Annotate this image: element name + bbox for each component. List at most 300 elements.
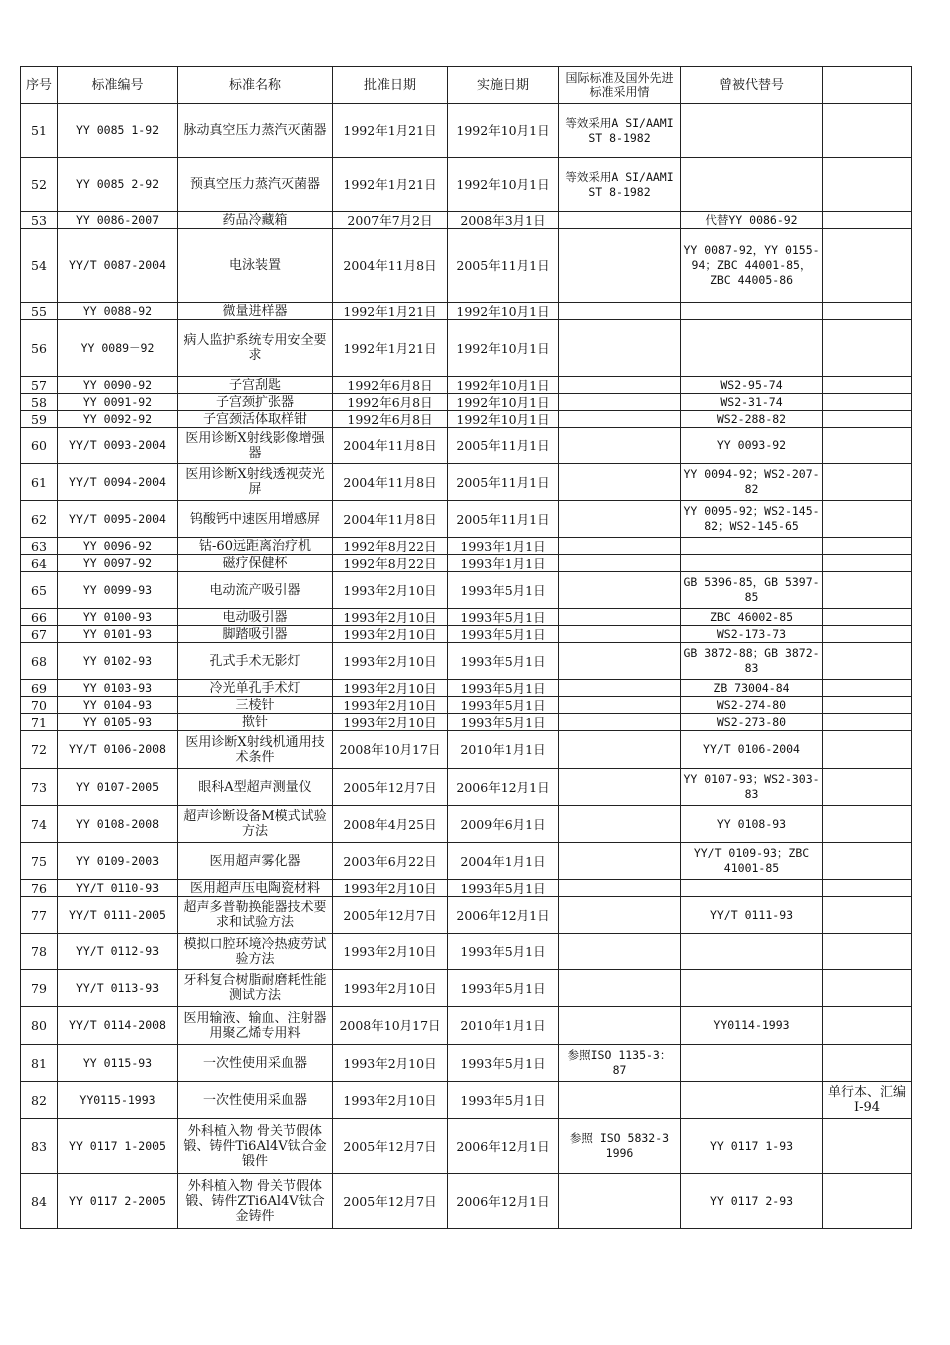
table-row [21, 320, 912, 377]
table-row [21, 1082, 912, 1119]
approve-date-cell: 1992年8月22日 [333, 538, 448, 555]
standard-code-cell: YY/T 0113-93 [58, 970, 178, 1007]
table-row [21, 377, 912, 394]
standard-name-cell: 揿针 [178, 714, 333, 731]
impl-date-cell: 2010年1月1日 [448, 1007, 559, 1045]
intl-standard-cell: 参照ISO 1135-3：87 [559, 1045, 681, 1082]
standard-name-cell: 钨酸钙中速医用增感屏 [178, 501, 333, 538]
note-cell [823, 643, 912, 680]
standard-name-cell: 模拟口腔环境冷热疲劳试验方法 [178, 934, 333, 970]
impl-date-cell: 1993年5月1日 [448, 697, 559, 714]
intl-standard-cell [559, 697, 681, 714]
note-cell [823, 303, 912, 320]
intl-standard-cell [559, 880, 681, 897]
table-row [21, 609, 912, 626]
row-number-cell: 76 [21, 880, 58, 897]
note-cell [823, 538, 912, 555]
intl-standard-cell [559, 769, 681, 806]
standard-name-cell: 医用诊断X射线机通用技术条件 [178, 731, 333, 769]
approve-date-cell: 2005年12月7日 [333, 1119, 448, 1174]
approve-date-cell: 2005年12月7日 [333, 769, 448, 806]
table-row [21, 897, 912, 934]
impl-date-cell: 2009年6月1日 [448, 806, 559, 843]
replaced-by-cell: ZBC 46002-85 [681, 609, 823, 626]
row-number-cell: 62 [21, 501, 58, 538]
approve-date-cell: 1993年2月10日 [333, 714, 448, 731]
standard-name-cell: 一次性使用采血器 [178, 1082, 333, 1119]
note-cell [823, 843, 912, 880]
standard-code-cell: YY 0103-93 [58, 680, 178, 697]
note-cell [823, 212, 912, 229]
standard-name-cell: 外科植入物 骨关节假体锻、铸件Ti6Al4V钛合金锻件 [178, 1119, 333, 1174]
table-row [21, 411, 912, 428]
table-row [21, 464, 912, 501]
approve-date-cell: 1993年2月10日 [333, 880, 448, 897]
replaced-by-cell [681, 880, 823, 897]
table-row [21, 1007, 912, 1045]
intl-standard-cell [559, 428, 681, 464]
intl-standard-cell [559, 212, 681, 229]
row-number-cell: 63 [21, 538, 58, 555]
row-number-cell: 78 [21, 934, 58, 970]
row-number-cell: 57 [21, 377, 58, 394]
table-row [21, 1119, 912, 1174]
standard-name-cell: 眼科A型超声测量仪 [178, 769, 333, 806]
standard-code-cell: YY 0117 1-2005 [58, 1119, 178, 1174]
note-cell [823, 626, 912, 643]
note-cell [823, 1174, 912, 1229]
intl-standard-cell [559, 714, 681, 731]
replaced-by-cell [681, 104, 823, 158]
table-row [21, 501, 912, 538]
approve-date-cell: 1993年2月10日 [333, 626, 448, 643]
replaced-by-cell: YY0114-1993 [681, 1007, 823, 1045]
replaced-by-cell [681, 1082, 823, 1119]
impl-date-cell: 2006年12月1日 [448, 1119, 559, 1174]
intl-standard-cell [559, 1007, 681, 1045]
impl-date-cell: 2005年11月1日 [448, 464, 559, 501]
table-row [21, 303, 912, 320]
intl-standard-cell [559, 934, 681, 970]
note-cell [823, 680, 912, 697]
replaced-by-cell: GB 5396-85，GB 5397-85 [681, 572, 823, 609]
standard-name-cell: 一次性使用采血器 [178, 1045, 333, 1082]
approve-date-cell: 1992年6月8日 [333, 394, 448, 411]
replaced-by-cell: YY 0087-92，YY 0155-94；ZBC 44001-85，ZBC 44005-86 [681, 229, 823, 303]
impl-date-cell: 2005年11月1日 [448, 501, 559, 538]
row-number-cell: 75 [21, 843, 58, 880]
replaced-by-cell: YY/T 0109-93；ZBC 41001-85 [681, 843, 823, 880]
header-impl-date: 实施日期 [448, 67, 559, 104]
row-number-cell: 52 [21, 158, 58, 212]
row-number-cell: 84 [21, 1174, 58, 1229]
note-cell [823, 464, 912, 501]
intl-standard-cell [559, 626, 681, 643]
impl-date-cell: 1992年10月1日 [448, 320, 559, 377]
intl-standard-cell [559, 843, 681, 880]
table-row [21, 1045, 912, 1082]
replaced-by-cell [681, 555, 823, 572]
standard-name-cell: 超声多普勒换能器技术要求和试验方法 [178, 897, 333, 934]
replaced-by-cell: YY 0095-92；WS2-145-82；WS2-145-65 [681, 501, 823, 538]
header-replaced: 曾被代替号 [681, 67, 823, 104]
replaced-by-cell: YY 0093-92 [681, 428, 823, 464]
standard-code-cell: YY 0090-92 [58, 377, 178, 394]
table-row [21, 158, 912, 212]
intl-standard-cell [559, 806, 681, 843]
approve-date-cell: 1993年2月10日 [333, 609, 448, 626]
approve-date-cell: 2003年6月22日 [333, 843, 448, 880]
row-number-cell: 55 [21, 303, 58, 320]
intl-standard-cell [559, 1174, 681, 1229]
note-cell: 单行本、汇编I-94 [823, 1082, 912, 1119]
replaced-by-cell: YY 0108-93 [681, 806, 823, 843]
replaced-by-cell: YY/T 0111-93 [681, 897, 823, 934]
standard-name-cell: 孔式手术无影灯 [178, 643, 333, 680]
standard-code-cell: YY/T 0114-2008 [58, 1007, 178, 1045]
replaced-by-cell: YY 0107-93；WS2-303-83 [681, 769, 823, 806]
note-cell [823, 320, 912, 377]
impl-date-cell: 1993年5月1日 [448, 1045, 559, 1082]
impl-date-cell: 1993年5月1日 [448, 609, 559, 626]
replaced-by-cell [681, 158, 823, 212]
header-name: 标准名称 [178, 67, 333, 104]
standard-name-cell: 预真空压力蒸汽灭菌器 [178, 158, 333, 212]
standard-name-cell: 脚踏吸引器 [178, 626, 333, 643]
row-number-cell: 51 [21, 104, 58, 158]
intl-standard-cell [559, 320, 681, 377]
row-number-cell: 66 [21, 609, 58, 626]
standard-code-cell: YY/T 0095-2004 [58, 501, 178, 538]
standard-code-cell: YY 0088-92 [58, 303, 178, 320]
row-number-cell: 72 [21, 731, 58, 769]
standard-name-cell: 电动吸引器 [178, 609, 333, 626]
impl-date-cell: 1992年10月1日 [448, 377, 559, 394]
note-cell [823, 609, 912, 626]
impl-date-cell: 1993年5月1日 [448, 880, 559, 897]
header-approve-date: 批准日期 [333, 67, 448, 104]
row-number-cell: 81 [21, 1045, 58, 1082]
row-number-cell: 67 [21, 626, 58, 643]
intl-standard-cell [559, 1082, 681, 1119]
approve-date-cell: 1992年1月21日 [333, 320, 448, 377]
replaced-by-cell [681, 934, 823, 970]
header-code: 标准编号 [58, 67, 178, 104]
note-cell [823, 104, 912, 158]
row-number-cell: 64 [21, 555, 58, 572]
intl-standard-cell [559, 555, 681, 572]
table-row [21, 731, 912, 769]
header-note [823, 67, 912, 104]
impl-date-cell: 1992年10月1日 [448, 303, 559, 320]
row-number-cell: 73 [21, 769, 58, 806]
note-cell [823, 411, 912, 428]
replaced-by-cell [681, 303, 823, 320]
approve-date-cell: 2005年12月7日 [333, 897, 448, 934]
intl-standard-cell [559, 411, 681, 428]
replaced-by-cell: WS2-31-74 [681, 394, 823, 411]
impl-date-cell: 2006年12月1日 [448, 769, 559, 806]
approve-date-cell: 1992年6月8日 [333, 411, 448, 428]
impl-date-cell: 1993年5月1日 [448, 714, 559, 731]
header-row [21, 67, 912, 104]
row-number-cell: 53 [21, 212, 58, 229]
replaced-by-cell [681, 970, 823, 1007]
standard-name-cell: 微量进样器 [178, 303, 333, 320]
approve-date-cell: 1992年1月21日 [333, 104, 448, 158]
approve-date-cell: 1993年2月10日 [333, 643, 448, 680]
intl-standard-cell [559, 572, 681, 609]
table-row [21, 428, 912, 464]
table-row [21, 555, 912, 572]
table-row [21, 212, 912, 229]
impl-date-cell: 1993年5月1日 [448, 970, 559, 1007]
intl-standard-cell [559, 464, 681, 501]
impl-date-cell: 2005年11月1日 [448, 428, 559, 464]
replaced-by-cell: ZB 73004-84 [681, 680, 823, 697]
intl-standard-cell [559, 538, 681, 555]
row-number-cell: 65 [21, 572, 58, 609]
standard-code-cell: YY/T 0110-93 [58, 880, 178, 897]
standard-name-cell: 子宫刮匙 [178, 377, 333, 394]
row-number-cell: 82 [21, 1082, 58, 1119]
standard-name-cell: 电泳装置 [178, 229, 333, 303]
standard-name-cell: 医用超声雾化器 [178, 843, 333, 880]
standard-code-cell: YY 0096-92 [58, 538, 178, 555]
table-row [21, 394, 912, 411]
standard-code-cell: YY 0097-92 [58, 555, 178, 572]
table-row [21, 697, 912, 714]
approve-date-cell: 1993年2月10日 [333, 970, 448, 1007]
intl-standard-cell [559, 897, 681, 934]
note-cell [823, 1119, 912, 1174]
intl-standard-cell: 等效采用A SI/AAMI ST 8-1982 [559, 158, 681, 212]
table-row [21, 538, 912, 555]
approve-date-cell: 1993年2月10日 [333, 697, 448, 714]
standard-code-cell: YY/T 0111-2005 [58, 897, 178, 934]
approve-date-cell: 1993年2月10日 [333, 934, 448, 970]
impl-date-cell: 1993年5月1日 [448, 626, 559, 643]
impl-date-cell: 2008年3月1日 [448, 212, 559, 229]
standard-name-cell: 磁疗保健杯 [178, 555, 333, 572]
replaced-by-cell: YY/T 0106-2004 [681, 731, 823, 769]
approve-date-cell: 2008年10月17日 [333, 1007, 448, 1045]
standard-code-cell: YY 0091-92 [58, 394, 178, 411]
approve-date-cell: 2004年11月8日 [333, 501, 448, 538]
standard-code-cell: YY 0101-93 [58, 626, 178, 643]
approve-date-cell: 1993年2月10日 [333, 1045, 448, 1082]
table-row [21, 714, 912, 731]
standard-code-cell: YY/T 0112-93 [58, 934, 178, 970]
standard-code-cell: YY 0109-2003 [58, 843, 178, 880]
impl-date-cell: 1993年5月1日 [448, 1082, 559, 1119]
standard-code-cell: YY 0117 2-2005 [58, 1174, 178, 1229]
table-row [21, 104, 912, 158]
table-row [21, 934, 912, 970]
replaced-by-cell: WS2-288-82 [681, 411, 823, 428]
standard-code-cell: YY 0092-92 [58, 411, 178, 428]
impl-date-cell: 1993年1月1日 [448, 555, 559, 572]
replaced-by-cell: YY 0117 1-93 [681, 1119, 823, 1174]
approve-date-cell: 2004年11月8日 [333, 229, 448, 303]
standard-code-cell: YY 0085 1-92 [58, 104, 178, 158]
impl-date-cell: 1992年10月1日 [448, 411, 559, 428]
standard-code-cell: YY/T 0093-2004 [58, 428, 178, 464]
note-cell [823, 970, 912, 1007]
note-cell [823, 897, 912, 934]
table-row [21, 970, 912, 1007]
impl-date-cell: 2005年11月1日 [448, 229, 559, 303]
note-cell [823, 806, 912, 843]
header-no: 序号 [21, 67, 58, 104]
impl-date-cell: 1993年5月1日 [448, 572, 559, 609]
row-number-cell: 59 [21, 411, 58, 428]
intl-standard-cell [559, 731, 681, 769]
impl-date-cell: 2006年12月1日 [448, 897, 559, 934]
row-number-cell: 58 [21, 394, 58, 411]
impl-date-cell: 2006年12月1日 [448, 1174, 559, 1229]
intl-standard-cell [559, 970, 681, 1007]
row-number-cell: 61 [21, 464, 58, 501]
intl-standard-cell: 参照 ISO 5832-3 1996 [559, 1119, 681, 1174]
table-row [21, 806, 912, 843]
table-row [21, 680, 912, 697]
replaced-by-cell [681, 1045, 823, 1082]
standard-code-cell: YY0115-1993 [58, 1082, 178, 1119]
note-cell [823, 555, 912, 572]
row-number-cell: 70 [21, 697, 58, 714]
standard-name-cell: 牙科复合树脂耐磨耗性能测试方法 [178, 970, 333, 1007]
replaced-by-cell: WS2-95-74 [681, 377, 823, 394]
impl-date-cell: 1993年5月1日 [448, 680, 559, 697]
standard-name-cell: 外科植入物 骨关节假体锻、铸件ZTi6Al4V钛合金铸件 [178, 1174, 333, 1229]
table-row [21, 643, 912, 680]
standard-name-cell: 子宫颈活体取样钳 [178, 411, 333, 428]
replaced-by-cell [681, 320, 823, 377]
replaced-by-cell: YY 0094-92；WS2-207-82 [681, 464, 823, 501]
row-number-cell: 80 [21, 1007, 58, 1045]
standard-code-cell: YY 0102-93 [58, 643, 178, 680]
impl-date-cell: 1993年1月1日 [448, 538, 559, 555]
intl-standard-cell [559, 643, 681, 680]
table-row [21, 769, 912, 806]
row-number-cell: 68 [21, 643, 58, 680]
replaced-by-cell: GB 3872-88；GB 3872-83 [681, 643, 823, 680]
impl-date-cell: 1992年10月1日 [448, 104, 559, 158]
row-number-cell: 56 [21, 320, 58, 377]
standard-code-cell: YY 0104-93 [58, 697, 178, 714]
intl-standard-cell [559, 377, 681, 394]
standard-name-cell: 医用输液、输血、注射器用聚乙烯专用料 [178, 1007, 333, 1045]
approve-date-cell: 1992年1月21日 [333, 158, 448, 212]
note-cell [823, 1045, 912, 1082]
intl-standard-cell [559, 303, 681, 320]
row-number-cell: 77 [21, 897, 58, 934]
standard-name-cell: 子宫颈扩张器 [178, 394, 333, 411]
note-cell [823, 394, 912, 411]
replaced-by-cell: WS2-274-80 [681, 697, 823, 714]
note-cell [823, 1007, 912, 1045]
impl-date-cell: 2010年1月1日 [448, 731, 559, 769]
standard-name-cell: 超声诊断设备M模式试验方法 [178, 806, 333, 843]
intl-standard-cell [559, 609, 681, 626]
intl-standard-cell [559, 229, 681, 303]
impl-date-cell: 1993年5月1日 [448, 934, 559, 970]
row-number-cell: 71 [21, 714, 58, 731]
row-number-cell: 69 [21, 680, 58, 697]
replaced-by-cell: WS2-173-73 [681, 626, 823, 643]
standards-table [20, 66, 912, 1229]
note-cell [823, 934, 912, 970]
impl-date-cell: 1993年5月1日 [448, 643, 559, 680]
table-row [21, 880, 912, 897]
standard-name-cell: 钴-60远距离治疗机 [178, 538, 333, 555]
standard-name-cell: 医用超声压电陶瓷材料 [178, 880, 333, 897]
intl-standard-cell: 等效采用A SI/AAMI ST 8-1982 [559, 104, 681, 158]
replaced-by-cell: WS2-273-80 [681, 714, 823, 731]
approve-date-cell: 2005年12月7日 [333, 1174, 448, 1229]
approve-date-cell: 2004年11月8日 [333, 428, 448, 464]
intl-standard-cell [559, 680, 681, 697]
note-cell [823, 572, 912, 609]
standard-code-cell: YY 0105-93 [58, 714, 178, 731]
row-number-cell: 83 [21, 1119, 58, 1174]
replaced-by-cell: YY 0117 2-93 [681, 1174, 823, 1229]
approve-date-cell: 1993年2月10日 [333, 1082, 448, 1119]
standard-name-cell: 药品冷藏箱 [178, 212, 333, 229]
table-row [21, 572, 912, 609]
standard-code-cell: YY 0089－92 [58, 320, 178, 377]
standard-code-cell: YY 0108-2008 [58, 806, 178, 843]
header-intl-standard: 国际标准及国外先进标准采用情 [559, 67, 681, 104]
impl-date-cell: 2004年1月1日 [448, 843, 559, 880]
standard-code-cell: YY 0100-93 [58, 609, 178, 626]
standard-name-cell: 脉动真空压力蒸汽灭菌器 [178, 104, 333, 158]
impl-date-cell: 1992年10月1日 [448, 394, 559, 411]
approve-date-cell: 1993年2月10日 [333, 680, 448, 697]
standard-name-cell: 医用诊断X射线透视荧光屏 [178, 464, 333, 501]
replaced-by-cell: 代替YY 0086-92 [681, 212, 823, 229]
standard-name-cell: 病人监护系统专用安全要求 [178, 320, 333, 377]
note-cell [823, 697, 912, 714]
standard-code-cell: YY/T 0106-2008 [58, 731, 178, 769]
approve-date-cell: 2004年11月8日 [333, 464, 448, 501]
approve-date-cell: 1993年2月10日 [333, 572, 448, 609]
standard-code-cell: YY 0099-93 [58, 572, 178, 609]
replaced-by-cell [681, 538, 823, 555]
row-number-cell: 74 [21, 806, 58, 843]
standard-code-cell: YY 0085 2-92 [58, 158, 178, 212]
table-row [21, 1174, 912, 1229]
note-cell [823, 731, 912, 769]
intl-standard-cell [559, 394, 681, 411]
approve-date-cell: 1992年8月22日 [333, 555, 448, 572]
approve-date-cell: 2008年10月17日 [333, 731, 448, 769]
intl-standard-cell [559, 501, 681, 538]
standard-code-cell: YY/T 0094-2004 [58, 464, 178, 501]
note-cell [823, 158, 912, 212]
approve-date-cell: 2008年4月25日 [333, 806, 448, 843]
standard-name-cell: 三棱针 [178, 697, 333, 714]
standard-name-cell: 冷光单孔手术灯 [178, 680, 333, 697]
approve-date-cell: 2007年7月2日 [333, 212, 448, 229]
impl-date-cell: 1992年10月1日 [448, 158, 559, 212]
standard-code-cell: YY 0115-93 [58, 1045, 178, 1082]
row-number-cell: 54 [21, 229, 58, 303]
standard-code-cell: YY 0107-2005 [58, 769, 178, 806]
note-cell [823, 229, 912, 303]
note-cell [823, 428, 912, 464]
